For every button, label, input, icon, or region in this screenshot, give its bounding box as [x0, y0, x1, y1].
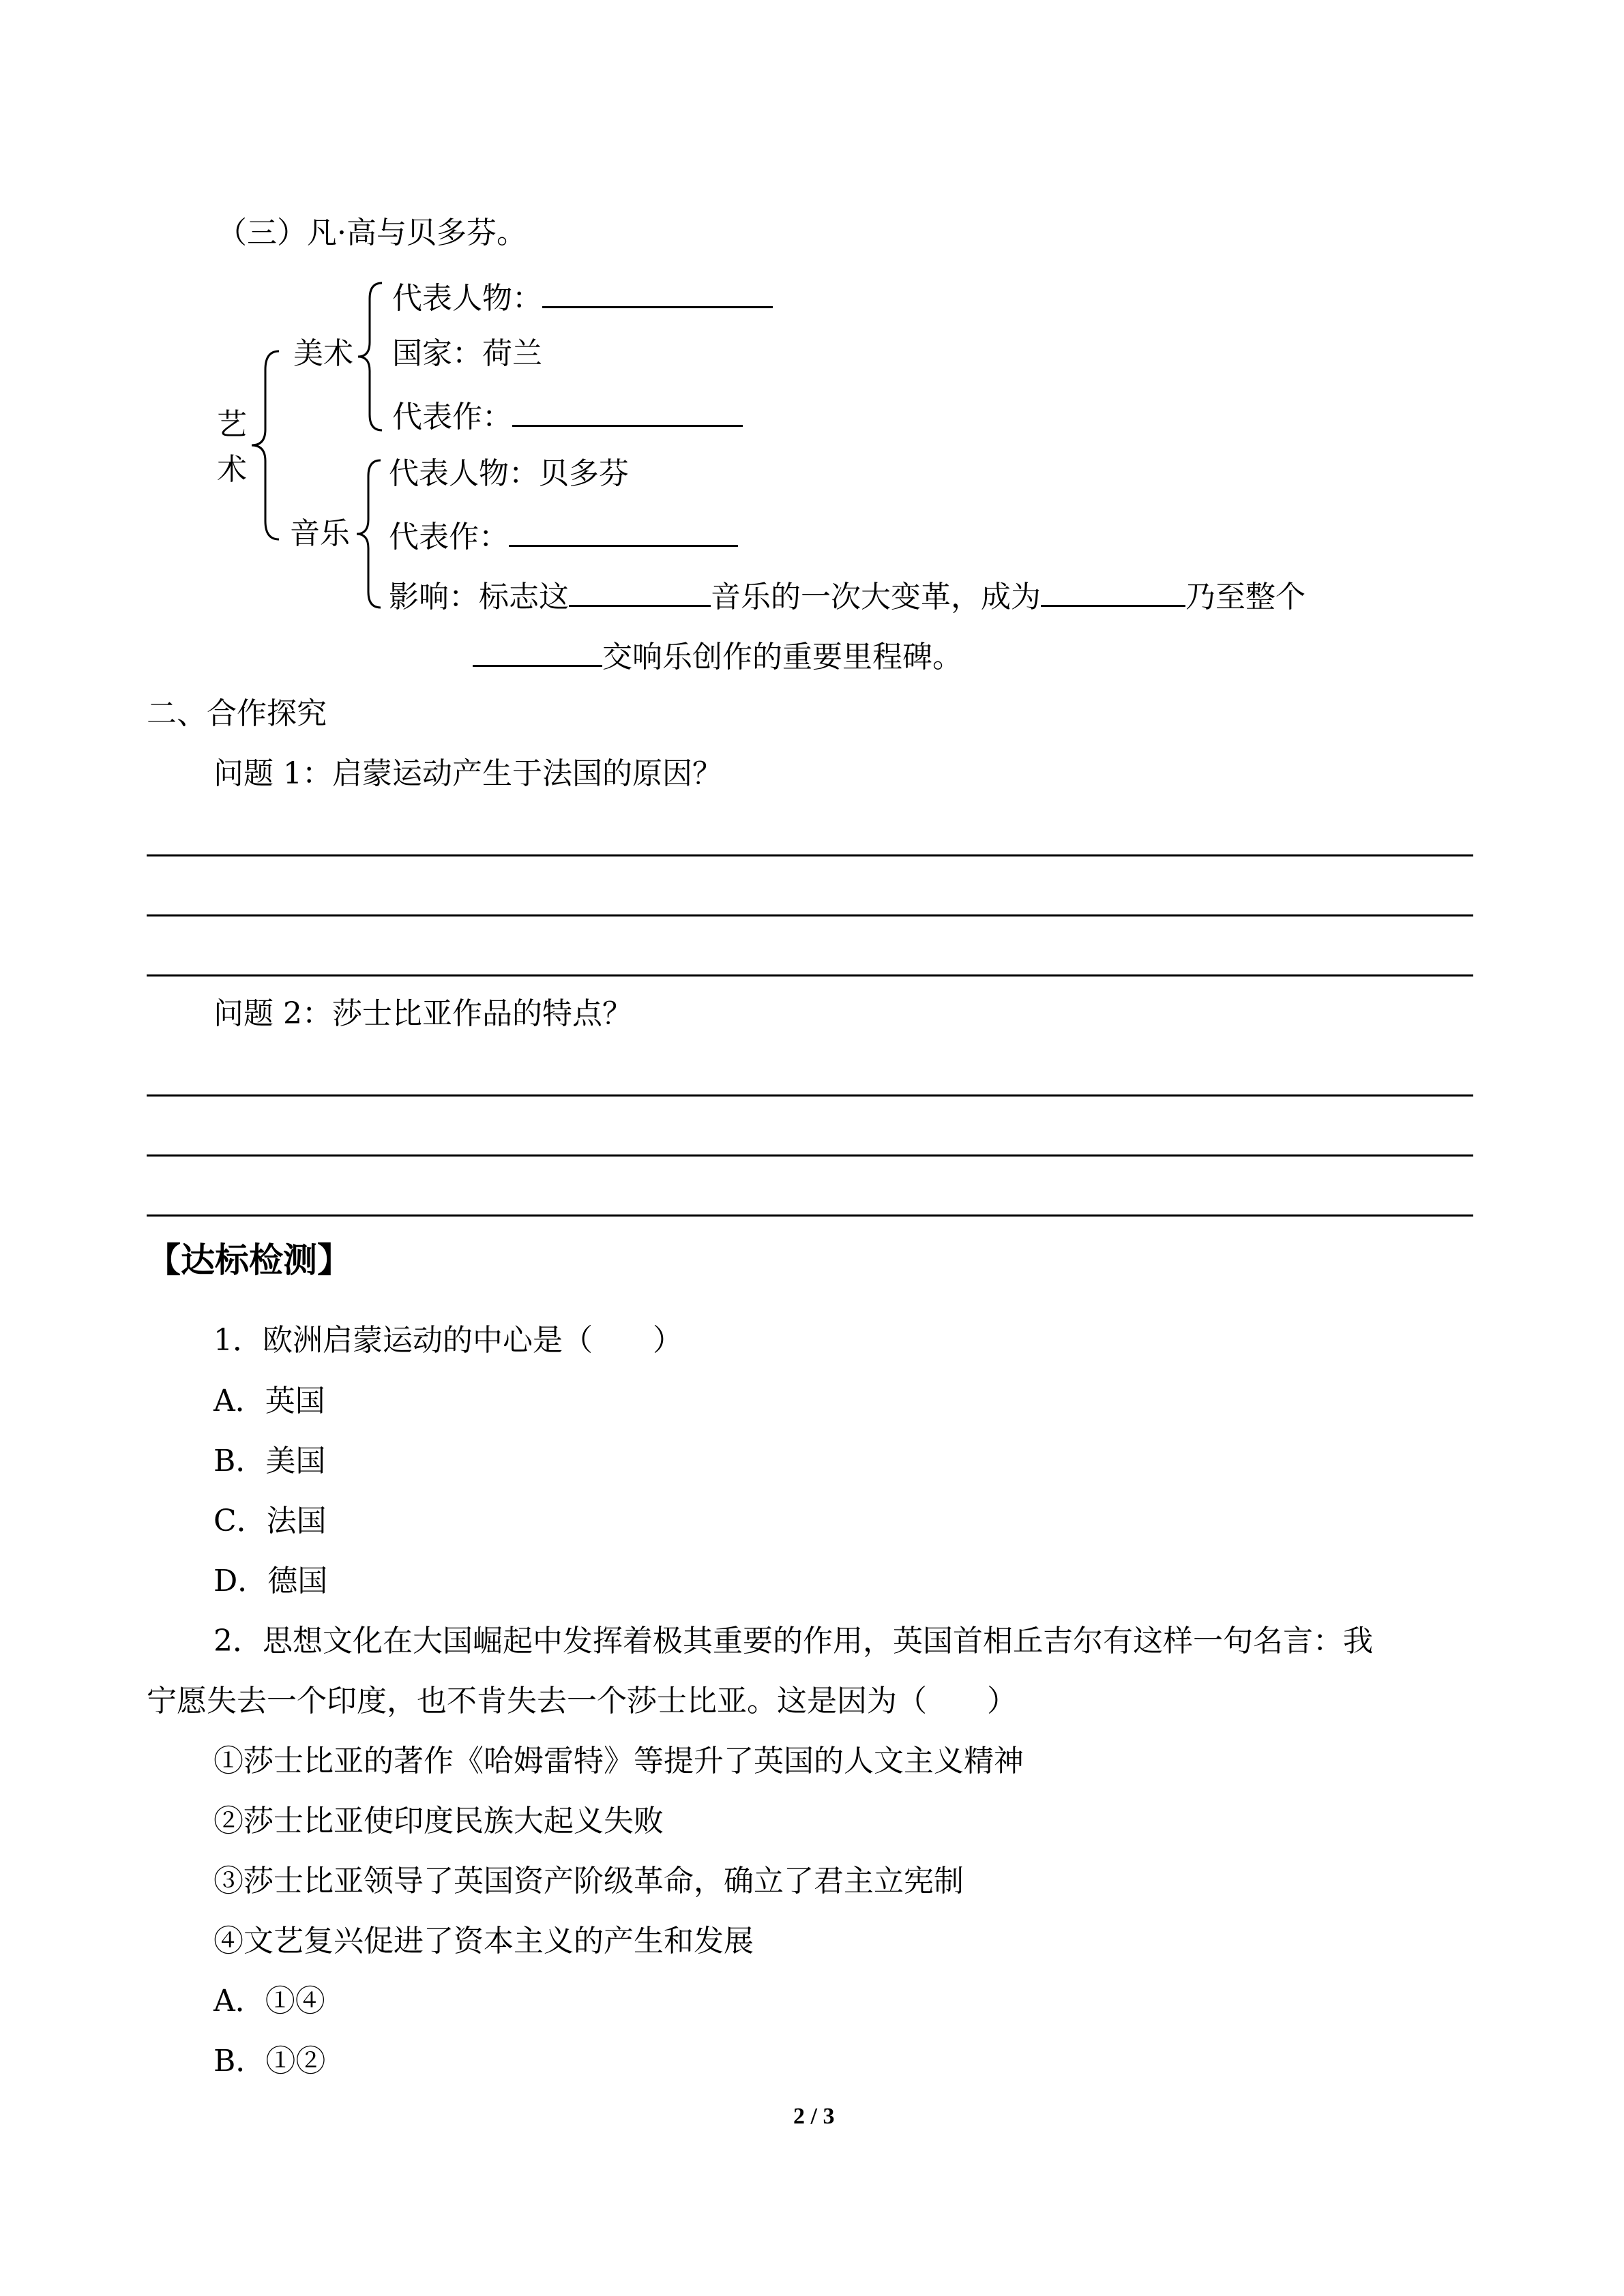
- art-brace: [249, 349, 283, 541]
- coop-question-2: 问题 2：莎士比亚作品的特点？: [213, 996, 632, 1031]
- influence-text-c: 乃至整个: [1185, 580, 1305, 614]
- country-line: 国家：荷兰: [392, 336, 542, 371]
- test-q1-option-c[interactable]: C．法国: [213, 1504, 327, 1538]
- test-q1-option-a[interactable]: A．英国: [213, 1384, 325, 1418]
- influence-text-b: 音乐的一次大变革，成为: [711, 580, 1041, 614]
- music-work-blank[interactable]: [509, 515, 738, 547]
- answer-line-4[interactable]: [147, 1094, 1473, 1097]
- test-q2-option-a[interactable]: A．①④: [213, 1984, 325, 2018]
- test-heading: 【达标检测】: [147, 1240, 351, 1280]
- influence-text-a: 影响：标志这: [389, 580, 569, 614]
- answer-line-2[interactable]: [147, 914, 1473, 916]
- test-q2-stem-line2: 宁愿失去一个印度，也不肯失去一个莎士比亚。这是因为（ ）: [147, 1684, 1017, 1718]
- test-q2-statement-3: ③莎士比亚领导了英国资产阶级革命，确立了君主立宪制: [213, 1864, 964, 1898]
- music-label: 音乐: [290, 516, 350, 551]
- coop-question-1: 问题 1：启蒙运动产生于法国的原因？: [213, 756, 722, 791]
- influence-text-d: 交响乐创作的重要里程碑。: [602, 640, 962, 674]
- fine-arts-work-label: 代表作：: [392, 400, 512, 434]
- test-q2-statement-4: ④文艺复兴促进了资本主义的产生和发展: [213, 1924, 754, 1958]
- test-q1-option-b[interactable]: B．美国: [213, 1444, 326, 1478]
- music-person-line: 代表人物：贝多芬: [389, 456, 629, 491]
- fine-arts-person-blank[interactable]: [542, 276, 773, 308]
- fine-arts-person-label: 代表人物：: [392, 281, 542, 316]
- music-work-label: 代表作：: [389, 520, 509, 554]
- influence-blank-1[interactable]: [569, 575, 711, 607]
- section-title: （三）凡·高与贝多芬。: [217, 215, 527, 250]
- art-label-2: 术: [217, 452, 247, 487]
- test-q2-statement-2: ②莎士比亚使印度民族大起义失败: [213, 1804, 664, 1838]
- answer-line-6[interactable]: [147, 1214, 1473, 1217]
- fine-arts-work-line: [392, 395, 743, 436]
- page-number: 2 / 3: [793, 2104, 835, 2129]
- answer-line-1[interactable]: [147, 854, 1473, 856]
- fine-arts-brace: [356, 281, 385, 432]
- test-q1-option-d[interactable]: D．德国: [213, 1564, 328, 1598]
- art-label-1: 艺: [217, 407, 247, 442]
- influence-blank-3[interactable]: [473, 635, 602, 667]
- test-q1-stem: 1．欧洲启蒙运动的中心是（ ）: [213, 1323, 683, 1358]
- influence-line-2: [473, 635, 962, 676]
- music-brace: [355, 458, 383, 610]
- test-q2-statement-1: ①莎士比亚的著作《哈姆雷特》等提升了英国的人文主义精神: [213, 1744, 1024, 1778]
- influence-blank-2[interactable]: [1041, 575, 1185, 607]
- answer-line-3[interactable]: [147, 974, 1473, 976]
- fine-arts-work-blank[interactable]: [512, 395, 743, 427]
- influence-line: [389, 575, 1305, 616]
- test-q2-option-b[interactable]: B．①②: [213, 2044, 326, 2078]
- music-work-line: [389, 515, 738, 556]
- fine-arts-person-line: [392, 276, 773, 318]
- test-q2-stem-line1: 2．思想文化在大国崛起中发挥着极其重要的作用，英国首相丘吉尔有这样一句名言：我: [213, 1624, 1373, 1658]
- fine-arts-label: 美术: [293, 336, 353, 371]
- answer-line-5[interactable]: [147, 1154, 1473, 1157]
- coop-heading: 二、合作探究: [147, 696, 327, 731]
